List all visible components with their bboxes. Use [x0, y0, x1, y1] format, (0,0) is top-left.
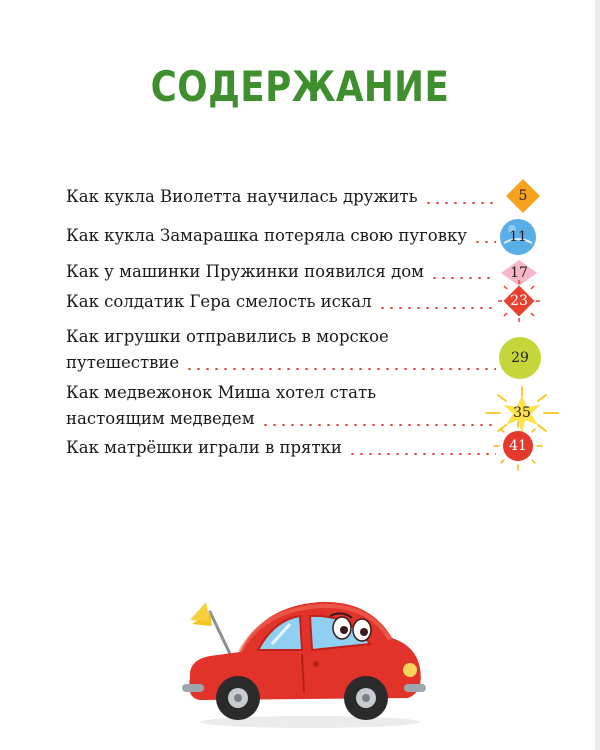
dot-leader: [185, 368, 496, 370]
toc-entry-title: Как матрёшки играли в прятки: [66, 438, 342, 457]
page-badge-circle: [498, 336, 542, 380]
page-badge-ball: [498, 217, 538, 257]
dot-leader: [378, 307, 496, 309]
page-number: 17: [510, 265, 528, 281]
toc-entry[interactable]: [66, 292, 546, 312]
dot-leader: [430, 277, 496, 279]
page-number: 23: [510, 293, 528, 309]
page-edge: [595, 0, 600, 750]
toc-entry-title-continued: настоящим медведем: [66, 409, 255, 428]
page-badge-diamond: [504, 177, 542, 215]
toc-entry[interactable]: [66, 383, 546, 429]
toc-entry-title: Как у машинки Пружинки появился дом: [66, 262, 424, 281]
page-number: 5: [518, 188, 528, 204]
page-number: 11: [509, 229, 527, 245]
toc-entry[interactable]: [66, 438, 546, 458]
toc-entry-title: Как кукла Замарашка потеряла свою пуговку: [66, 226, 468, 245]
page-title: СОДЕРЖАНИЕ: [150, 62, 450, 111]
page-number: 29: [511, 350, 529, 366]
toc-entry-title: Как кукла Виолетта научилась дружить: [66, 187, 418, 206]
page-number: 41: [509, 438, 527, 454]
page-badge-red-diamond-burst: [498, 280, 540, 322]
page-number: 35: [513, 405, 531, 421]
toc-entry-title: Как игрушки отправились в морское: [66, 327, 389, 346]
page-badge-red-circle-burst: [493, 421, 543, 471]
dot-leader: [261, 424, 496, 426]
toc-entry-title: Как солдатик Гера смелость искал: [66, 292, 372, 311]
toc-entry[interactable]: [66, 226, 546, 246]
toc-entry[interactable]: [66, 327, 546, 373]
dot-leader: [473, 241, 496, 243]
dot-leader: [424, 202, 496, 204]
dot-leader: [348, 453, 496, 455]
toc-entry[interactable]: [66, 187, 546, 207]
toc-entry-title: Как медвежонок Миша хотел стать: [66, 383, 377, 402]
red-toy-car-illustration: [170, 580, 440, 730]
toc-entry[interactable]: [66, 262, 546, 282]
toc-entry-title-continued: путешествие: [66, 353, 180, 372]
